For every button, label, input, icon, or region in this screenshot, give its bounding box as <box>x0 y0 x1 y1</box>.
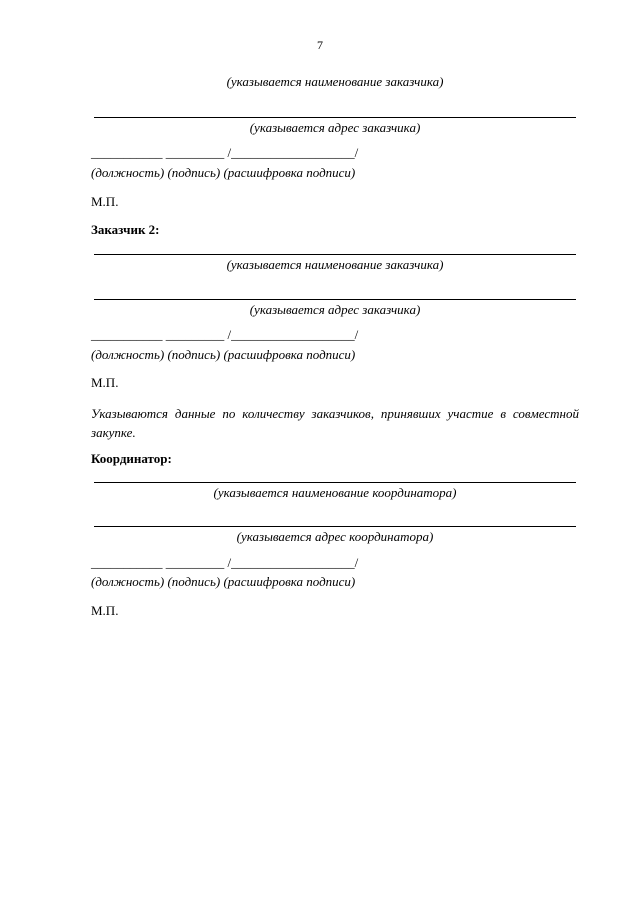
coordinator-heading: Координатор: <box>91 451 172 466</box>
customer2-address-line <box>94 299 576 300</box>
customer2-stamp: М.П. <box>91 375 119 390</box>
customer2-signature-captions: (должность) (подпись) (расшифровка подписи) <box>91 347 356 362</box>
coordinator-name-caption: (указывается наименование координатора) <box>213 485 457 500</box>
customers-count-note: Указываются данные по количеству заказчиков, принявших участие в совместной закупке. <box>91 406 579 440</box>
customer2-address-caption: (указывается адрес заказчика) <box>249 302 421 317</box>
coordinator-name-line <box>94 482 576 483</box>
coordinator-stamp: М.П. <box>91 603 119 618</box>
customer1-signature-blanks: ___________ _________ /___________________/ <box>91 145 359 160</box>
coordinator-signature-captions: (должность) (подпись) (расшифровка подписи) <box>91 574 356 589</box>
customer1-stamp: М.П. <box>91 194 119 209</box>
customer1-address-line <box>94 117 576 118</box>
customer2-heading: Заказчик 2: <box>91 222 160 237</box>
coordinator-signature-blanks: ___________ _________ /___________________/ <box>91 555 359 570</box>
customer2-name-line <box>94 254 576 255</box>
customer1-name-caption: (указывается наименование заказчика) <box>226 74 444 89</box>
page-number: 7 <box>317 38 323 52</box>
customer2-name-caption: (указывается наименование заказчика) <box>226 257 444 272</box>
customer1-signature-captions: (должность) (подпись) (расшифровка подписи) <box>91 165 356 180</box>
coordinator-address-line <box>94 526 576 527</box>
customer1-address-caption: (указывается адрес заказчика) <box>249 120 421 135</box>
customer2-signature-blanks: ___________ _________ /___________________/ <box>91 327 359 342</box>
coordinator-address-caption: (указывается адрес координатора) <box>236 529 434 544</box>
